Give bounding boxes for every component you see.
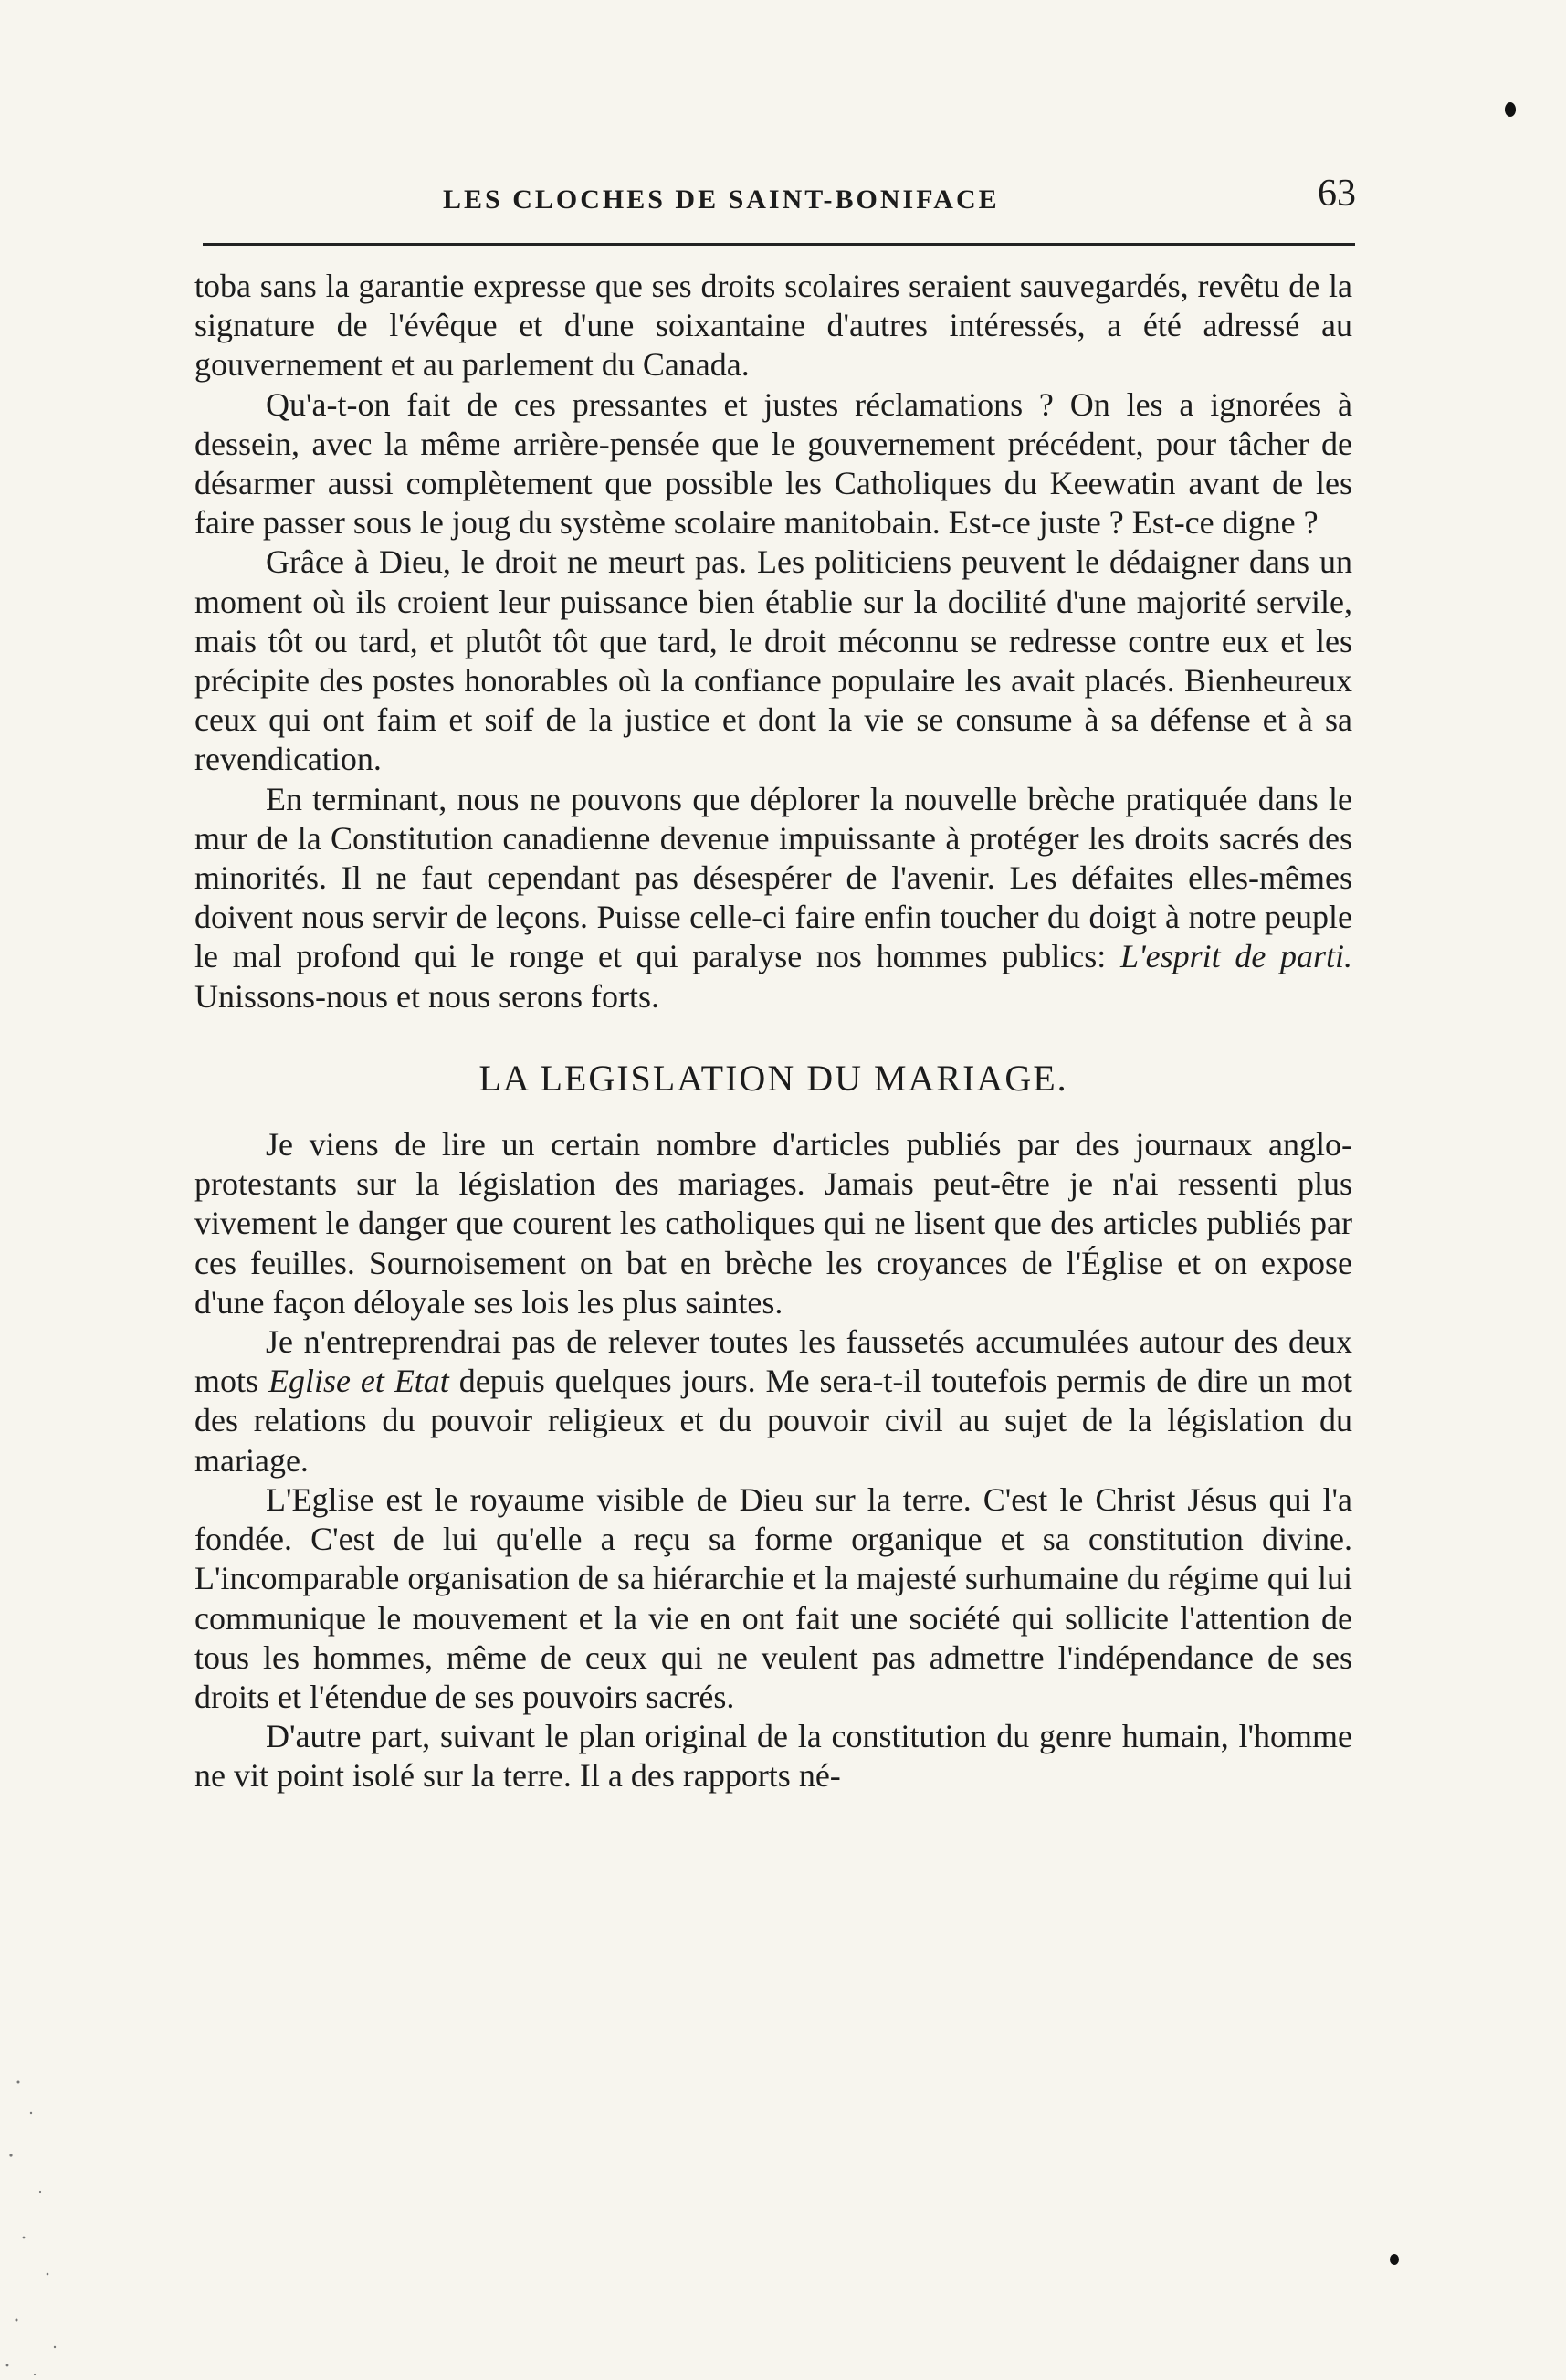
body-text bbox=[194, 267, 1352, 1796]
paragraph: Je viens de lire un certain nombre d'articles publiés par des journaux anglo-protestants sur la législation des mariages. Jamais peut-être je n'ai ressenti plus vivement le danger que courent les catholiques qui ne lisent que des articles publiés par ces feuilles. Sournoisement on bat en brèche les croyances de l'Église et on expose d'une façon déloyale ses lois les plus saintes. bbox=[194, 1126, 1352, 1321]
paragraph-text: Je n'entreprendrai pas de relever toutes les faussetés accumulées autour des deux mots bbox=[194, 1323, 1352, 1400]
margin-noise bbox=[0, 2055, 110, 2380]
italic-phrase: Eglise et Etat bbox=[268, 1363, 449, 1400]
running-head bbox=[196, 172, 1356, 226]
paragraph-text: Unissons-nous et nous serons forts. bbox=[194, 977, 659, 1015]
ink-spot bbox=[1505, 102, 1516, 117]
paragraph: D'autre part, suivant le plan original de la constitution du genre humain, l'homme ne vit point isolé sur la terre. Il a des rapports né- bbox=[194, 1718, 1352, 1795]
paragraph: Grâce à Dieu, le droit ne meurt pas. Les politiciens peuvent le dédaigner dans un moment où ils croient leur puissance bien établie sur la docilité d'une majorité servile, mais tôt ou tard, et plutôt tôt que tard, le droit méconnu se redresse contre eux et les précipite des postes honorables où la confiance populaire les avait placés. Bienheureux ceux qui ont faim et soif de la justice et dont la vie se consume à sa défense et à sa revendication. bbox=[194, 543, 1352, 778]
page-number: 63 bbox=[1318, 173, 1356, 215]
running-title: LES CLOCHES DE SAINT-BONIFACE bbox=[443, 184, 1000, 215]
paragraph-text: depuis quelques jours. Me sera-t-il toutefois permis de dire un mot des relations du pouvoir religieux et du pouvoir civil au sujet de la législation du mariage. bbox=[194, 1363, 1352, 1479]
paragraph bbox=[194, 1322, 1352, 1480]
header-rule bbox=[203, 243, 1355, 246]
italic-phrase: L'esprit de parti. bbox=[1119, 938, 1353, 975]
section-heading: LA LEGISLATION DU MARIAGE. bbox=[478, 1057, 1068, 1099]
ink-spot bbox=[1390, 2254, 1399, 2265]
paragraph bbox=[194, 780, 1352, 1016]
paragraph-text: En terminant, nous ne pouvons que déplorer la nouvelle brèche pratiquée dans le mur de la Constitution canadienne devenue impuissante à protéger les droits sacrés des minorités. Il ne faut cependant pas désespérer de l'avenir. Les défaites elles-mêmes doivent nous servir de leçons. Puisse celle-ci faire enfin toucher du doigt à notre peuple le mal profond qui le ronge et qui paralyse nos hommes publics: bbox=[194, 780, 1352, 975]
paragraph: toba sans la garantie expresse que ses droits scolaires seraient sauvegardés, revêtu de la signature de l'évêque et d'une soixantaine d'autres intéressés, a été adressé au gouvernement et au parlement du Canada. bbox=[194, 268, 1352, 384]
paragraph: Qu'a-t-on fait de ces pressantes et justes réclamations ? On les a ignorées à dessein, avec la même arrière-pensée que le gouvernement précédent, pour tâcher de désarmer aussi complètement que possible les Catholiques du Keewatin avant de les faire passer sous le joug du système scolaire manitobain. Est-ce juste ? Est-ce digne ? bbox=[194, 385, 1352, 542]
paragraph: L'Eglise est le royaume visible de Dieu sur la terre. C'est le Christ Jésus qui l'a fondée. C'est de lui qu'elle a reçu sa forme organique et sa constitution divine. L'incomparable organisation de sa hiérarchie et la majesté surhumaine du régime qui lui communique le mouvement et la vie en ont fait une société qui sollicite l'attention de tous les hommes, même de ceux qui ne veulent pas admettre l'indépendance de ses droits et l'étendue de ses pouvoirs sacrés. bbox=[194, 1480, 1352, 1715]
